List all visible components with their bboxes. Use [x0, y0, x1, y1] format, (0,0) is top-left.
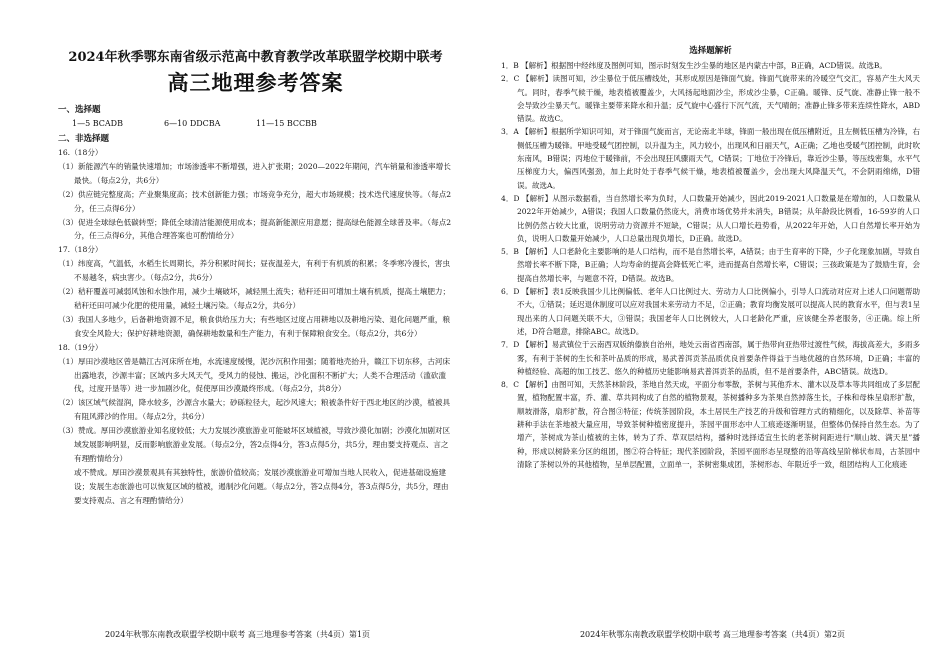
analysis-item: 8．C 【解析】由图可知，天然茶林阶段，茶地自然天成，平面分布零散，茶树与其他乔木、灌木以及草本等共同组成了多层配置，植物配置丰富，乔、灌、草共同构成了自然的植物景观，茶树播种多为茶果自然掉落生长，子株和母株呈扇形扩散，顺坡滑落，扇形扩散，符合图③特征；传统茶园阶段，本土居民生产技艺的升级和管理方式的精细化，以及除草、补苗等耕种手法在茶地被大量应用，导致茶树种植密度提升，茶园平面形态中人工痕迹逐渐明显，但整体仍保持自然生态。为了增产，茶树成为茶山植被的主体，转为了乔、草双层结构，播种时选择适宜生长的老茶树间距进行“顺山坡、满天星”播种，形成以树龄来分区的组团，图②符合特征；现代茶园阶段，茶园平面形态呈现整的沿等高线呈阶梯状布局，古茶园中清除了茶树以外的其他植物，呈单层配置，立面单一，茶树密集成团，茶树形态、年限近乎一致，组团结构人工化痕迹 — [501, 380, 920, 469]
page-title: 高三地理参考答案 — [167, 70, 344, 95]
answer-item: （3）促进全球绿色低碳转型；降低全球清洁能源使用成本；提高新能源应用意愿；提高绿色能源全球普及率。（每点2分，任三点得6分，其他合理答案也可酌情给分） — [58, 217, 452, 241]
section-heading-choice: 一、选择题 — [58, 105, 101, 115]
question-17 — [58, 243, 453, 340]
question-head: 17.（18分） — [58, 245, 103, 255]
answer-item: （2）该区域气候湿润，降水较多，沙源含水量大；砂砾粒径大，起沙风速大；粮被条件好于西北地区的沙漠，植被具有阻风滞沙的作用。（每点2分，共6分） — [58, 398, 451, 422]
question-head: 16.（18分） — [58, 148, 103, 157]
analysis-item: 4．D 【解析】从图示数据看，当自然增长率为负时，人口数量开始减少，因此2019-2021人口数量是在增加的，人口数量从2022年开始减少，A错误；我国人口数量仍然庞大，消费市场优势并未消失，B错误；从年龄段比例看，16-59岁的人口比例仍然占较大比重，说明劳动力资源并不短缺，C错误；从人口增长趋势看，从2022年开始，人口自然增长率开始为负，说明人口数量开始减少，人口总量出现负增长，D正确。故选D。 — [501, 193, 920, 243]
exam-name: 2024年秋季鄂东南省级示范高中教育教学改革联盟学校期中联考 — [68, 50, 443, 65]
analysis-item: 6．D 【解析】表1反映我国少儿比例偏低、老年人口比例过大、劳动力人口比例偏小，引导人口流动对应对上述人口问题帮助不大，①错误；延迟退休制度可以应对我国未来劳动力不足，②正确；教育均衡发展可以提高人民的教育水平，但与表1呈现出来的人口问题关联不大，③错误；我国老年人口比例较大，人口老龄化严重，应该健全养老服务，④正确。综上所述，D符合题意，排除ABC。故选D。 — [501, 287, 920, 336]
analysis-item: 2．C 【解析】读图可知，沙尘暴位于低压槽线处，其形成原因是锋面气旋。锋面气旋带来的冷暖空气交汇，容易产生大风天气。同时，春季气候干燥，地表植被覆盖少，大风扬起地面沙尘，形成沙尘暴，C正确。暖锋、反气旋、准静止锋一般不会导致沙尘暴天气。暖锋主要带来降水和升温；反气旋中心盛行下沉气流，天气晴朗；准静止锋多带来连续性降水，ABD错误。故选C。 — [501, 74, 920, 124]
answer-item: （3）我国人多地少，后备耕地资源不足，粮食供给压力大；有些地区过度占用耕地以及耕地污染、退化问题严重，粮食安全风险大；保护好耕地资源，确保耕地数量和生产能力，有利于保障粮食安全。（每点2分，共6分） — [58, 314, 451, 338]
analysis-heading: 选择题解析 — [689, 46, 732, 56]
analysis-item: 7．D 【解析】易武镇位于云南西双版纳傣族自治州，地处云南省西南部，属于热带向亚热带过渡性气候，海拔高差大，多雨多雾，有利于茶树的生长和茶叶品质的形成，易武普洱贡茶品质优良首要条件得益于当地优越的自然环境，D正确；丰富的种植经验、高超的加工技艺、悠久的种植历史能影响易武普洱贡茶的品质，但不是首要条件，ABC错误。故选D。 — [501, 340, 920, 376]
answer-item: （2）秸秆覆盖可减弱风蚀和水蚀作用，减少土壤破坏，减轻黑土流失；秸秆还田可增加土壤有机质，提高土壤肥力；秸秆还田可减少化肥的使用量，减轻土壤污染。（每点2分，共6分） — [58, 287, 451, 310]
answer-group: 6—10 DDCBA — [164, 119, 221, 128]
answer-group: 1—5 BCADB — [72, 119, 123, 128]
answer-item: （1）厚田沙漠地区曾是赣江古河床所在地，水流速度缓慢，泥沙沉积作用强；随着地壳抬升，赣江下切东移，古河床出露地表，沙源丰富；区域内多大风天气，受风力的侵蚀、搬运，沙化面积不断扩大；人类不合理活动（滥砍滥伐，过度开垦等）进一步加剧沙化，促使厚田沙漠最终形成。（每点2分，共8分） — [58, 356, 451, 394]
answer-item: （1）纬度高，气温低，水稻生长周期长，养分积累时间长；昼夜温差大，有利于有机质的积累；冬季寒冷漫长，害虫不易越冬，病虫害少。（每点2分，共6分） — [58, 259, 451, 283]
question-16 — [58, 146, 453, 243]
answer-group: 11—15 BCCBB — [256, 119, 317, 128]
page-footer: 2024年秋鄂东南教改联盟学校期中联考 高三地理参考答案（共4页）第2页 — [579, 630, 846, 639]
choice-answers — [72, 119, 453, 128]
question-head: 18.（19分） — [58, 342, 103, 352]
answer-page-2 — [475, 0, 950, 658]
analysis-item: 5．B 【解析】人口老龄化主要影响的是人口结构，而不是自然增长率，A错误；由于生育率的下降，少子化现象加剧，导致自然增长率不断下降，B正确；人均寿命的提高会降低死亡率，进而提高自然增长率，C错误；三孩政策是为了鼓励生育，会提高自然增长率，与题意不符，D错误。故选B。 — [501, 247, 920, 283]
question-18 — [58, 341, 453, 508]
analysis-item: 1．B 【解析】根据图中经纬度及图例可知，图示时刻发生沙尘暴的地区是内蒙古中部，B正确，ACD错误。故选B。 — [501, 61, 887, 70]
analysis-item: 3．A 【解析】根据所学知识可知，对于锋面气旋而言，无论南北半球，锋面一般出现在低压槽附近，且左侧低压槽为冷锋，右侧低压槽为暖锋。甲地受暖气团控制，以升温为主，风力较小，出现风和日丽天气，A正确；乙地也受暖气团控制，此时吹东南风，B错误；丙地位于暖锋前，不会出现狂风骤雨天气，C错误；丁地位于冷锋后，靠近沙尘暴，等压线密集，水平气压梯度力大，偏西风强劲，加上此时处于春季气候干燥，地表植被覆盖少，会出现大风降温天气，不会阴雨绵绵，D错误。故选A。 — [501, 127, 920, 190]
answer-item: （3）赞成。厚田沙漠旅游业知名度较低；大力发展沙漠旅游业可能破坏区域植被，导致沙漠化加剧；沙漠化加剧对区域发展影响明显，反而影响旅游业发展。（每点2分，答2点得4分，答3点得5分，共5分，理由要支持观点、言之有理酌情给分） — [58, 426, 451, 463]
section-heading-nonchoice: 二、非选择题 — [58, 134, 110, 144]
page-footer: 2024年秋鄂东南教改联盟学校期中联考 高三地理参考答案（共4页）第1页 — [104, 630, 371, 639]
answer-item: （1）新能源汽车的销量快速增加；市场渗透率不断增强，进入扩张期；2020—2022年期间，汽车销量和渗透率增长最快。（每点2分，共6分） — [58, 161, 451, 185]
answer-item: 或不赞成。厚田沙漠景观具有其独特性，旅游价值较高；发展沙漠旅游业可增加当地人民收入，促进基础设施建设；发展生态旅游也可以恢复区域的植被，遏制沙化问题。（每点2分，答2点得4分，答3点得5分，共5分，理由要支持观点、言之有理酌情给分） — [74, 467, 449, 505]
answer-item: （2）供应链完整度高；产业聚集度高；技术创新能力强；市场竞争充分，超大市场规模；技术迭代速度快等。（每点2分，任三点得6分） — [58, 189, 452, 213]
